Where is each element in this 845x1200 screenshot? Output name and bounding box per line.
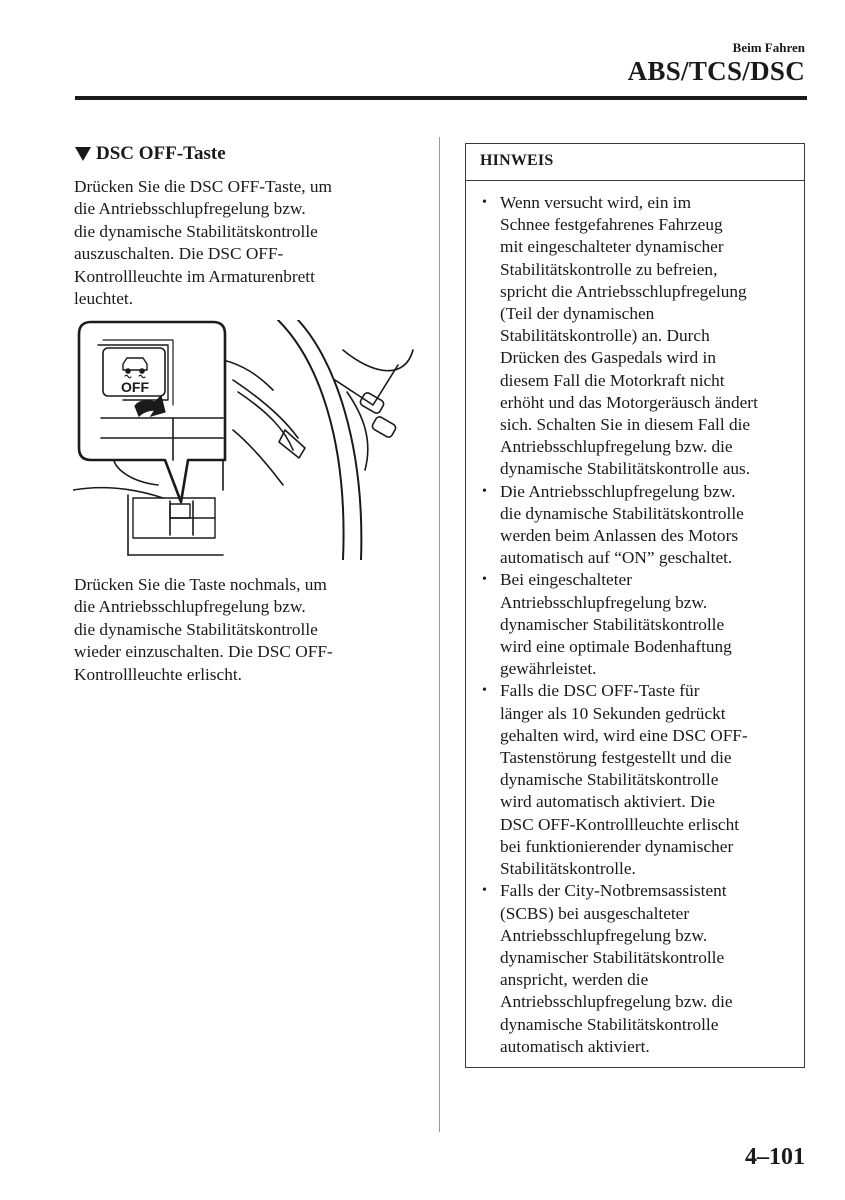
text-line: Antriebsschlupfregelung bzw. die — [500, 437, 733, 457]
bullet: • — [482, 683, 487, 699]
text-line: (SCBS) bei ausgeschalteter — [500, 903, 690, 923]
bullet: • — [482, 483, 487, 499]
note-title-rule — [466, 180, 804, 181]
text-line: diesem Fall die Motorkraft nicht — [500, 370, 725, 390]
note-list — [480, 192, 802, 1058]
text-line: Antriebsschlupfregelung bzw. die — [500, 992, 733, 1012]
page-number: 4–101 — [745, 1144, 805, 1170]
text-line: Stabilitätskontrolle) an. Durch — [500, 326, 710, 346]
text-line: Falls der City-Notbremsassistent — [500, 881, 727, 901]
note-box — [465, 143, 805, 1068]
text-line: Tastenstörung festgestellt und die — [500, 748, 732, 768]
text-line: länger als 10 Sekunden gedrückt — [500, 703, 726, 723]
text-line: Falls die DSC OFF-Taste für — [500, 681, 700, 701]
text-line: automatisch auf “ON” geschaltet. — [500, 548, 733, 568]
header-kicker: Beim Fahren — [732, 40, 805, 55]
text-line: dynamische Stabilitätskontrolle — [500, 770, 719, 790]
text-line: Stabilitätskontrolle. — [500, 859, 636, 879]
intro-paragraph — [74, 176, 414, 310]
text-line: auszuschalten. Die DSC OFF- — [74, 244, 284, 264]
text-line: Kontrollleuchte im Armaturenbrett — [74, 266, 315, 286]
text-line: die dynamische Stabilitätskontrolle — [500, 503, 744, 523]
text-line: Drücken des Gaspedals wird in — [500, 348, 716, 368]
bullet: • — [482, 572, 487, 588]
triangle-marker-icon — [74, 146, 92, 162]
text-line: die Antriebsschlupfregelung bzw. — [74, 199, 306, 219]
text-line: automatisch aktiviert. — [500, 1036, 650, 1056]
text-line: dynamische Stabilitätskontrolle aus. — [500, 459, 751, 479]
text-line: sich. Schalten Sie in diesem Fall die — [500, 415, 751, 435]
page-title: ABS/TCS/DSC — [627, 56, 805, 86]
section-heading-text: DSC OFF-Taste — [96, 143, 226, 164]
text-line: anspricht, werden die — [500, 970, 649, 990]
text-line: leuchtet. — [74, 289, 134, 309]
text-line: dynamische Stabilitätskontrolle — [500, 1014, 719, 1034]
text-line: dynamischer Stabilitätskontrolle — [500, 614, 725, 634]
text-line: die Antriebsschlupfregelung bzw. — [74, 597, 306, 617]
text-line: Drücken Sie die Taste nochmals, um — [74, 575, 327, 594]
outro-paragraph — [74, 574, 414, 686]
text-line: Wenn versucht wird, ein im — [500, 193, 692, 212]
text-line: dynamischer Stabilitätskontrolle — [500, 947, 725, 967]
list-item — [480, 569, 802, 680]
text-line: wird automatisch aktiviert. Die — [500, 792, 715, 812]
bullet: • — [482, 883, 487, 899]
text-line: die dynamische Stabilitätskontrolle — [74, 619, 318, 639]
note-title: HINWEIS — [480, 152, 554, 169]
text-line: Bei eingeschalteter — [500, 570, 632, 590]
text-line: Drücken Sie die DSC OFF-Taste, um — [74, 177, 332, 196]
text-line: Antriebsschlupfregelung bzw. — [500, 925, 708, 945]
section-heading — [74, 143, 226, 165]
text-line: gehalten wird, wird eine DSC OFF- — [500, 725, 748, 745]
bullet: • — [482, 195, 487, 210]
list-item — [480, 481, 802, 570]
text-line: wird eine optimale Bodenhaftung — [500, 637, 732, 657]
text-line: bei funktionierender dynamischer — [500, 836, 734, 856]
text-line: Antriebsschlupfregelung bzw. — [500, 592, 708, 612]
text-line: (Teil der dynamischen — [500, 304, 655, 324]
header-rule — [75, 96, 807, 100]
text-line: werden beim Anlassen des Motors — [500, 526, 739, 546]
figure-button-label: OFF — [121, 379, 149, 395]
list-item — [480, 680, 802, 880]
text-line: gewährleistet. — [500, 659, 597, 679]
text-line: Kontrollleuchte erlischt. — [74, 664, 242, 684]
text-line: wieder einzuschalten. Die DSC OFF- — [74, 642, 333, 662]
text-line: erhöht und das Motorgeräusch ändert — [500, 392, 758, 412]
text-line: Schnee festgefahrenes Fahrzeug — [500, 215, 723, 235]
text-line: mit eingeschalteter dynamischer — [500, 237, 724, 257]
text-line: die dynamische Stabilitätskontrolle — [74, 221, 318, 241]
list-item — [480, 192, 802, 481]
column-divider — [439, 137, 440, 1132]
text-line: Stabilitätskontrolle zu befreien, — [500, 259, 718, 279]
dsc-off-button-illustration — [73, 320, 418, 560]
text-line: spricht die Antriebsschlupfregelung — [500, 281, 747, 301]
text-line: Die Antriebsschlupfregelung bzw. — [500, 481, 736, 501]
text-line: DSC OFF-Kontrollleuchte erlischt — [500, 814, 740, 834]
list-item — [480, 880, 802, 1058]
